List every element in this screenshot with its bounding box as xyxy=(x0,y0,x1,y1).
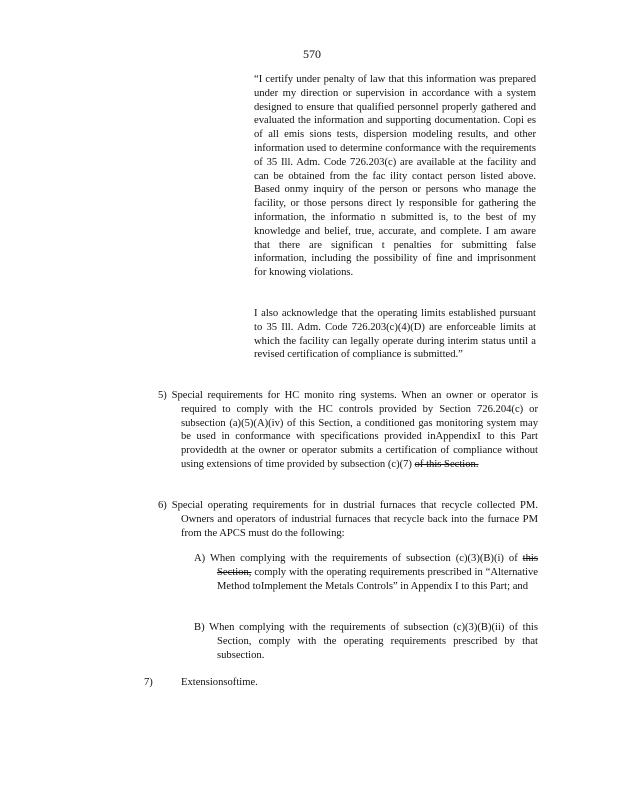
item-5-hc-monitoring xyxy=(144,389,538,472)
item-6-text: Special operating requirements for in dustrial furnaces that recycle collected PM. Owners and operators of industrial furnaces that recycle back into the furnace PM from the APCS must do the following: xyxy=(171,500,538,539)
item-5-text: Special requirements for HC monito ring systems. When an owner or operator is required to comply with the HC controls provided by Section 726.204(c) or subsection (a)(5)(A)(iv) of this Section, a conditioned gas monitoring system may be used in conformance with specifications provided inAppendixI to this Part providedth at the owner or operator submits a certification of compliance without using extensions of time provided by subsection (c)(7) xyxy=(171,390,539,470)
subitem-a xyxy=(180,552,538,593)
quote-paragraph-text: “I certify under penalty of law that this information was prepared under my direction or supervision in accordance with a system designed to ensure that qualified personnel properly gathered and evaluated the information and supporting documentation. Copi es of all emis sions tests, dispersion modeling results, and other information used to determine conformance with the requirements of 35 Ill. Adm. Code 726.203(c) are available at the facility and can be obtained from the fac ility contact person listed above. Based onmy inquiry of the person or persons who manage the facility, or those persons direct ly responsible for gathering the information, the informatio n submitted is, to the best of my knowledge and belief, true, accurate, and complete. I am aware that there are significan t penalties for submitting false information, including the possibility of fine and imprisonment for knowing violations. xyxy=(254,74,536,279)
subitem-b xyxy=(180,621,538,662)
subitem-a-text-after: comply with the operating requirements prescribed in “Alternative Method toImplement the Metals Controls” in Appendix I to this Part; and xyxy=(217,566,538,592)
acknowledgement-text: I also acknowledge that the operating limits established pursuant to 35 Ill. Adm. Code 726.203(c)(4)(D) are enforceable limits at which the facility can legally operate during interim status until a revised certification of compliance is submitted.” xyxy=(254,308,536,361)
page-number: 570 xyxy=(303,47,321,61)
item-5-number: 5) xyxy=(158,390,167,401)
subitem-b-text: When complying with the requirements of subsection (c)(3)(B)(ii) of this Section, comply with the operating requirements prescribed by that subsection. xyxy=(209,622,538,661)
subitem-a-text-before: When complying with the requirements of subsection (c)(3)(B)(i) of xyxy=(209,553,518,564)
acknowledgement-paragraph xyxy=(254,307,536,362)
item-7-label: Extensionsoftime. xyxy=(181,677,258,688)
item-6-industrial-furnaces xyxy=(144,499,538,540)
subitem-a-struck-text: this Section, xyxy=(217,553,538,578)
item-5-struck-text: of this Section. xyxy=(414,458,479,470)
certification-quote-paragraph xyxy=(254,73,536,280)
subitem-b-number: B) xyxy=(194,622,205,633)
subitem-a-number: A) xyxy=(194,553,206,564)
item-7-number: 7) xyxy=(144,677,153,688)
item-6-number: 6) xyxy=(158,500,167,511)
